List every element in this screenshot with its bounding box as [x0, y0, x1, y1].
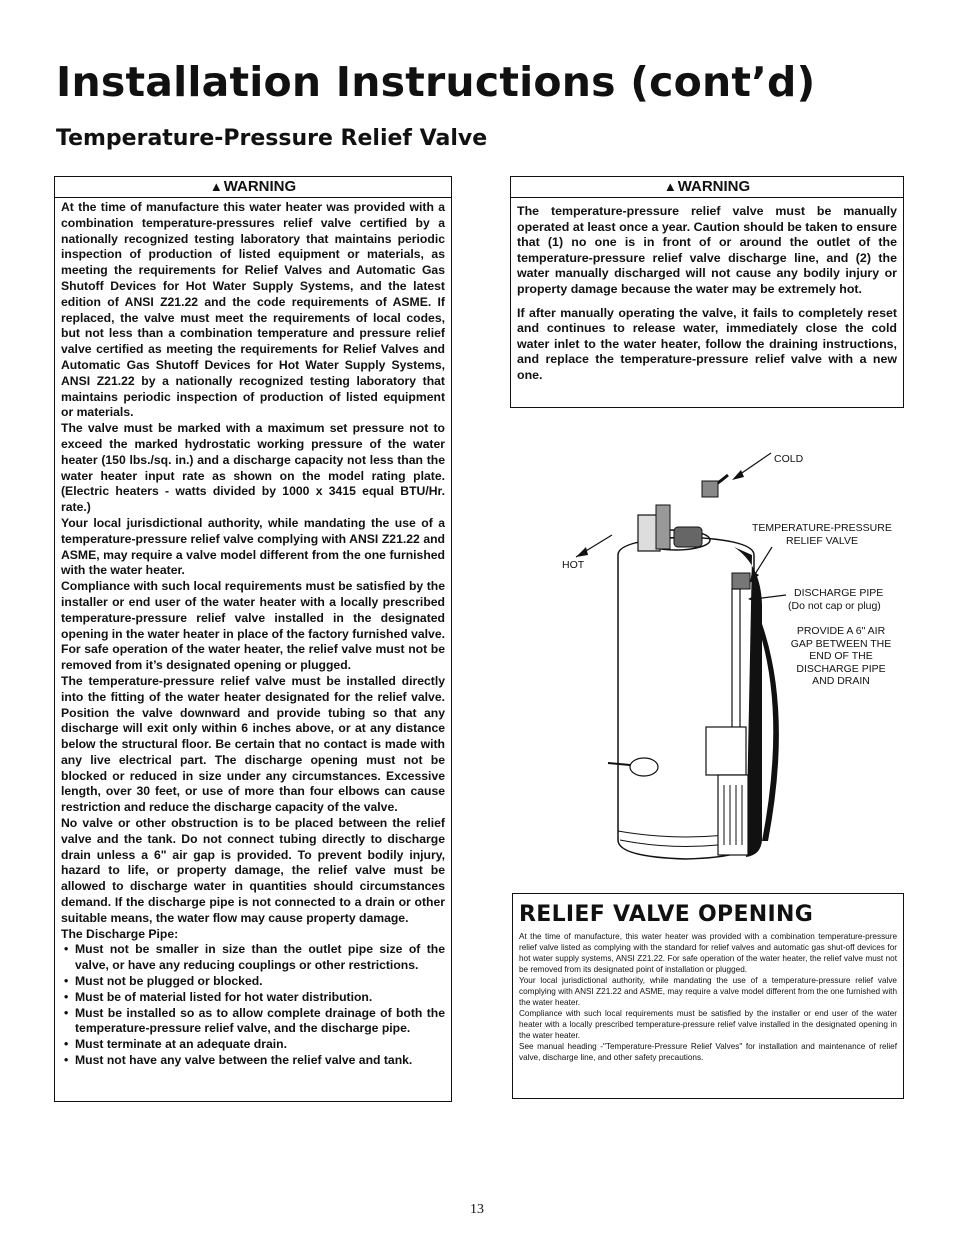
hot-label: HOT: [562, 559, 585, 571]
discharge-pipe-label-line: (Do not cap or plug): [788, 599, 881, 612]
section-subtitle: Temperature-Pressure Relief Valve: [56, 126, 488, 151]
air-gap-label-line: PROVIDE A 6" AIR: [796, 625, 886, 637]
air-gap-label-line: GAP BETWEEN THE: [790, 637, 892, 650]
air-gap-label-line: AND DRAIN: [812, 675, 870, 688]
list-item: • Must not have any valve between the relief valve and tank.: [61, 1053, 445, 1069]
right-warning-paragraph: The temperature-pressure relief valve must be manually operated at least once a year. Caution should be taken to ensure that (1) no one is in front of or around the outlet of the temperature-pressure relief valve discharge line, and (2) the water manually discharged will not cause any bodily injury or property damage because the water may be extremely hot.: [517, 204, 897, 296]
left-warning-label: WARNING: [223, 178, 297, 195]
relief-valve-label-line: RELIEF VALVE: [786, 534, 858, 547]
left-warning-content: [55, 198, 451, 1069]
relief-paragraph: Compliance with such local requirements must be satisfied by the installer or end user of the water heater with a locally prescribed temperature-pressure relief valve installed in the designated opening in the water heater.: [519, 1009, 897, 1040]
left-warning-paragraph: The valve must be marked with a maximum set pressure not to exceed the marked hydrostatic working pressure of the water heater (150 lbs./sq. in.) and a discharge capacity not less than the water heater input rate as shown on the model rating plate. (Electric heaters - watts divided by 1000 x 3415 equal BTU/Hr. rate.): [61, 421, 445, 515]
right-warning-heading: [511, 177, 903, 198]
left-warning-paragraph: Compliance with such local requirements must be satisfied by the installer or end user of the water heater with a locally prescribed temperature-pressure relief valve installed in the designated opening in the water heater in place of the factory furnished valve.: [61, 579, 445, 641]
relief-valve-label: [752, 522, 892, 547]
list-item: • Must not be smaller in size than the outlet pipe size of the valve, or have any reducing couplings or other restrictions.: [61, 942, 445, 974]
list-item: • Must terminate at an adequate drain.: [61, 1037, 445, 1053]
relief-paragraph: At the time of manufacture, this water heater was provided with a combination temperature-pressure relief valve listed as complying with the standard for relief valves and automatic gas shut-off devices for hot water supply systems, ANSI Z21.22. For safe operation of the water heater, the relief valve must not be removed from its designated point of installation or plugged.: [519, 932, 897, 974]
air-gap-label: [788, 625, 894, 688]
relief-paragraph: See manual heading -"Temperature-Pressure Relief Valves" for installation and maintenance of relief valve, discharge line, and other safety precautions.: [519, 1042, 897, 1062]
water-heater-diagram: [556, 445, 904, 895]
right-warning-paragraph: If after manually operating the valve, it fails to completely reset and continues to release water, immediately close the cold water inlet to the water heater, follow the draining instructions, and replace the temperature-pressure relief valve with a new one.: [517, 305, 897, 382]
left-warning-paragraph: No valve or other obstruction is to be placed between the relief valve and the tank. Do not connect tubing directly to discharge drain unless a 6" air gap is provided. To prevent bodily injury, hazard to life, or property damage, the relief valve must be allowed to discharge water in quantities should circumstances demand. If the discharge pipe is not connected to a drain or other suitable means, the water flow may cause property damage.: [61, 816, 445, 925]
discharge-pipe-label: [788, 587, 883, 612]
warning-triangle-icon: ▲: [663, 179, 677, 194]
relief-paragraph: Your local jurisdictional authority, while mandating the use of a temperature-pressure relief valve complying with ANSI Z21.22 and ASME, may require a valve model different from the one furnished with the water heater.: [519, 976, 897, 1007]
relief-valve-opening-title: RELIEF VALVE OPENING: [519, 902, 814, 927]
left-warning-paragraph: Your local jurisdictional authority, while mandating the use of a temperature-pressure relief valve complying with ANSI Z21.22 and ASME, may require a valve model different from the one furnished with the water heater.: [61, 515, 445, 578]
left-warning-paragraph: The temperature-pressure relief valve must be installed directly into the fitting of the water heater designated for the relief valve. Position the valve downward and provide tubing so that any discharge will exit only within 6 inches above, or at any distance below the structural floor. Be certain that no contact is made with any live electrical part. The discharge opening must not be blocked or reduced in size under any circumstances. Excessive length, over 30 feet, or use of more than four elbows can cause restriction and reduce the discharge capacity of the valve.: [61, 673, 445, 815]
list-item: • Must not be plugged or blocked.: [61, 974, 445, 990]
list-item: • Must be of material listed for hot water distribution.: [61, 990, 445, 1006]
warning-triangle-icon: ▲: [209, 179, 223, 194]
left-warning-paragraph: At the time of manufacture this water heater was provided with a combination temperature-pressures relief valve certified by a nationally recognized testing laboratory that maintains periodic inspection of production of listed equipment or materials, as meeting the requirements for Relief Valves and Automatic Gas Shutoff Devices for Hot Water Supply Systems, and the latest edition of ANSI Z21.22 and the code requirements of ASME. If replaced, the valve must meet the requirements of local codes, but not less than a combination temperature and pressure relief valve certified as meeting the requirements for Relief Valves and Automatic Gas Shutoff Devices for Hot Water Supply Systems, ANSI Z21.22 by a nationally recognized testing laboratory that maintains periodic inspection of production of listed equipment or materials.: [61, 200, 445, 420]
air-gap-label-line: DISCHARGE PIPE: [796, 662, 886, 675]
discharge-pipe-heading: The Discharge Pipe:: [61, 926, 179, 941]
right-warning-label: WARNING: [677, 178, 751, 195]
left-warning-paragraph: For safe operation of the water heater, the relief valve must not be removed from it’s designated opening or plugged.: [61, 642, 445, 673]
relief-valve-label-line: TEMPERATURE-PRESSURE: [752, 522, 892, 534]
left-warning-heading: [55, 177, 451, 198]
relief-valve-opening-text: [513, 931, 903, 1063]
page-number: 13: [470, 1202, 484, 1217]
list-item: • Must be installed so as to allow complete drainage of both the temperature-pressure relief valve, and the discharge pipe.: [61, 1006, 445, 1038]
discharge-pipe-label-line: DISCHARGE PIPE: [794, 587, 884, 599]
page-title: Installation Instructions (cont’d): [56, 58, 816, 106]
right-warning-box: [510, 176, 904, 408]
cold-label: COLD: [774, 453, 804, 465]
left-warning-box: [54, 176, 452, 1102]
relief-valve-opening-box: [512, 893, 904, 1099]
air-gap-label-line: END OF THE: [809, 650, 873, 663]
discharge-pipe-list: [61, 942, 445, 1068]
right-warning-content: [511, 198, 903, 384]
